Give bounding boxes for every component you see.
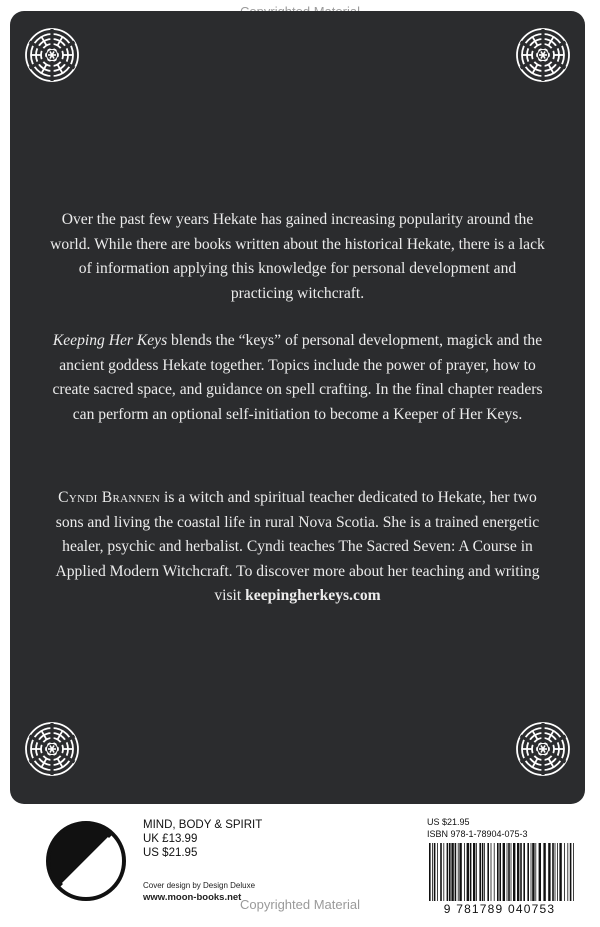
barcode-bar xyxy=(479,843,481,901)
category-label: MIND, BODY & SPIRIT xyxy=(143,819,263,831)
barcode-price: US $21.95 xyxy=(427,817,470,827)
author-name: Cyndi Brannen xyxy=(58,489,161,506)
strophalos-wheel-icon xyxy=(515,27,571,83)
copyright-watermark-bottom: Copyrighted Material xyxy=(240,897,360,912)
barcode-bar xyxy=(508,843,510,901)
barcode-bar xyxy=(532,843,534,901)
barcode-bar xyxy=(567,843,568,901)
barcode-bar xyxy=(443,843,444,901)
barcode-bar xyxy=(470,843,472,901)
barcode-header xyxy=(427,816,528,840)
barcode-bar xyxy=(455,843,457,901)
barcode-bar xyxy=(520,843,522,901)
barcode-bar xyxy=(467,843,469,901)
barcode-bar xyxy=(473,843,475,901)
book-description: blends the “keys” of personal development, magick and the ancient goddess Hekate together. Topics include the power of prayer, how to create sacred space, and guidance on spell crafting. In the final chapter readers can perform an optional self-initiation to become a Keeper of Her Keys. xyxy=(52,332,543,423)
barcode-bar xyxy=(503,843,505,901)
strophalos-wheel-icon xyxy=(24,27,80,83)
author-website-link[interactable]: keepingherkeys.com xyxy=(245,587,381,604)
barcode-bar xyxy=(432,843,433,901)
barcode-bar xyxy=(499,843,501,901)
barcode-bar xyxy=(497,843,499,901)
barcode-bar xyxy=(464,843,465,901)
barcode-bar xyxy=(484,843,485,901)
back-cover-panel xyxy=(10,11,585,804)
book-title: Keeping Her Keys xyxy=(52,332,168,349)
barcode-bar xyxy=(555,843,556,901)
publisher-info xyxy=(143,818,262,860)
barcode-bar xyxy=(557,843,558,901)
barcode-bar xyxy=(449,843,451,901)
barcode-bar xyxy=(511,843,512,901)
publisher-website-link[interactable]: www.moon-books.net xyxy=(143,892,242,903)
barcode-bar xyxy=(531,843,532,901)
barcode-bar xyxy=(517,843,519,901)
barcode-bar xyxy=(507,843,508,901)
moon-books-logo-icon xyxy=(45,820,127,902)
barcode-bar xyxy=(482,843,484,901)
barcode-bar xyxy=(440,843,442,901)
isbn-label: ISBN 978-1-78904-075-3 xyxy=(427,829,528,839)
barcode-bar xyxy=(476,843,477,901)
price-us: US $21.95 xyxy=(143,847,198,859)
barcode-bar xyxy=(458,843,459,901)
barcode-bar xyxy=(527,843,529,901)
design-credit: Cover design by Design Deluxe xyxy=(143,881,256,890)
barcode-bar xyxy=(523,843,525,901)
barcode-bar xyxy=(570,843,572,901)
price-uk: UK £13.99 xyxy=(143,833,198,845)
barcode-bar xyxy=(447,843,449,901)
author-bio-text: is a witch and spiritual teacher dedicated to Hekate, her two sons and living the coastal life in rural Nova Scotia. She is a trained energetic healer, psychic and herbalist. Cyndi teaches The Sacred Seven: A Course in Applied Modern Witchcraft. To discover more about her teaching and writing visit xyxy=(55,489,540,604)
barcode-bar xyxy=(559,843,561,901)
strophalos-wheel-icon xyxy=(515,721,571,777)
barcode-bar xyxy=(437,843,438,901)
barcode-bar xyxy=(459,843,461,901)
barcode-bar xyxy=(491,843,492,901)
barcode-bar xyxy=(429,843,431,901)
barcode-bar xyxy=(513,843,515,901)
barcode-bar xyxy=(573,843,574,901)
barcode-bar xyxy=(487,843,489,901)
author-bio-paragraph xyxy=(50,486,545,609)
barcode-number: 9 781789 040753 xyxy=(443,902,556,916)
barcode-bar xyxy=(451,843,453,901)
barcode-bar xyxy=(539,843,541,901)
blurb-paragraph: Over the past few years Hekate has gained increasing popularity around the world. While there are books written about the historical Hekate, there is a lack of information applying this knowledge for personal development and practicing witchcraft. xyxy=(50,211,545,302)
blurb-paragraph-book xyxy=(50,329,545,427)
barcode-bar xyxy=(494,843,495,901)
barcode-bar xyxy=(543,843,545,901)
barcode-bar xyxy=(548,843,550,901)
barcode-bar xyxy=(564,843,565,901)
barcode-bar xyxy=(434,843,436,901)
barcode-bar xyxy=(535,843,536,901)
strophalos-wheel-icon xyxy=(24,721,80,777)
barcode-bar xyxy=(552,843,554,901)
